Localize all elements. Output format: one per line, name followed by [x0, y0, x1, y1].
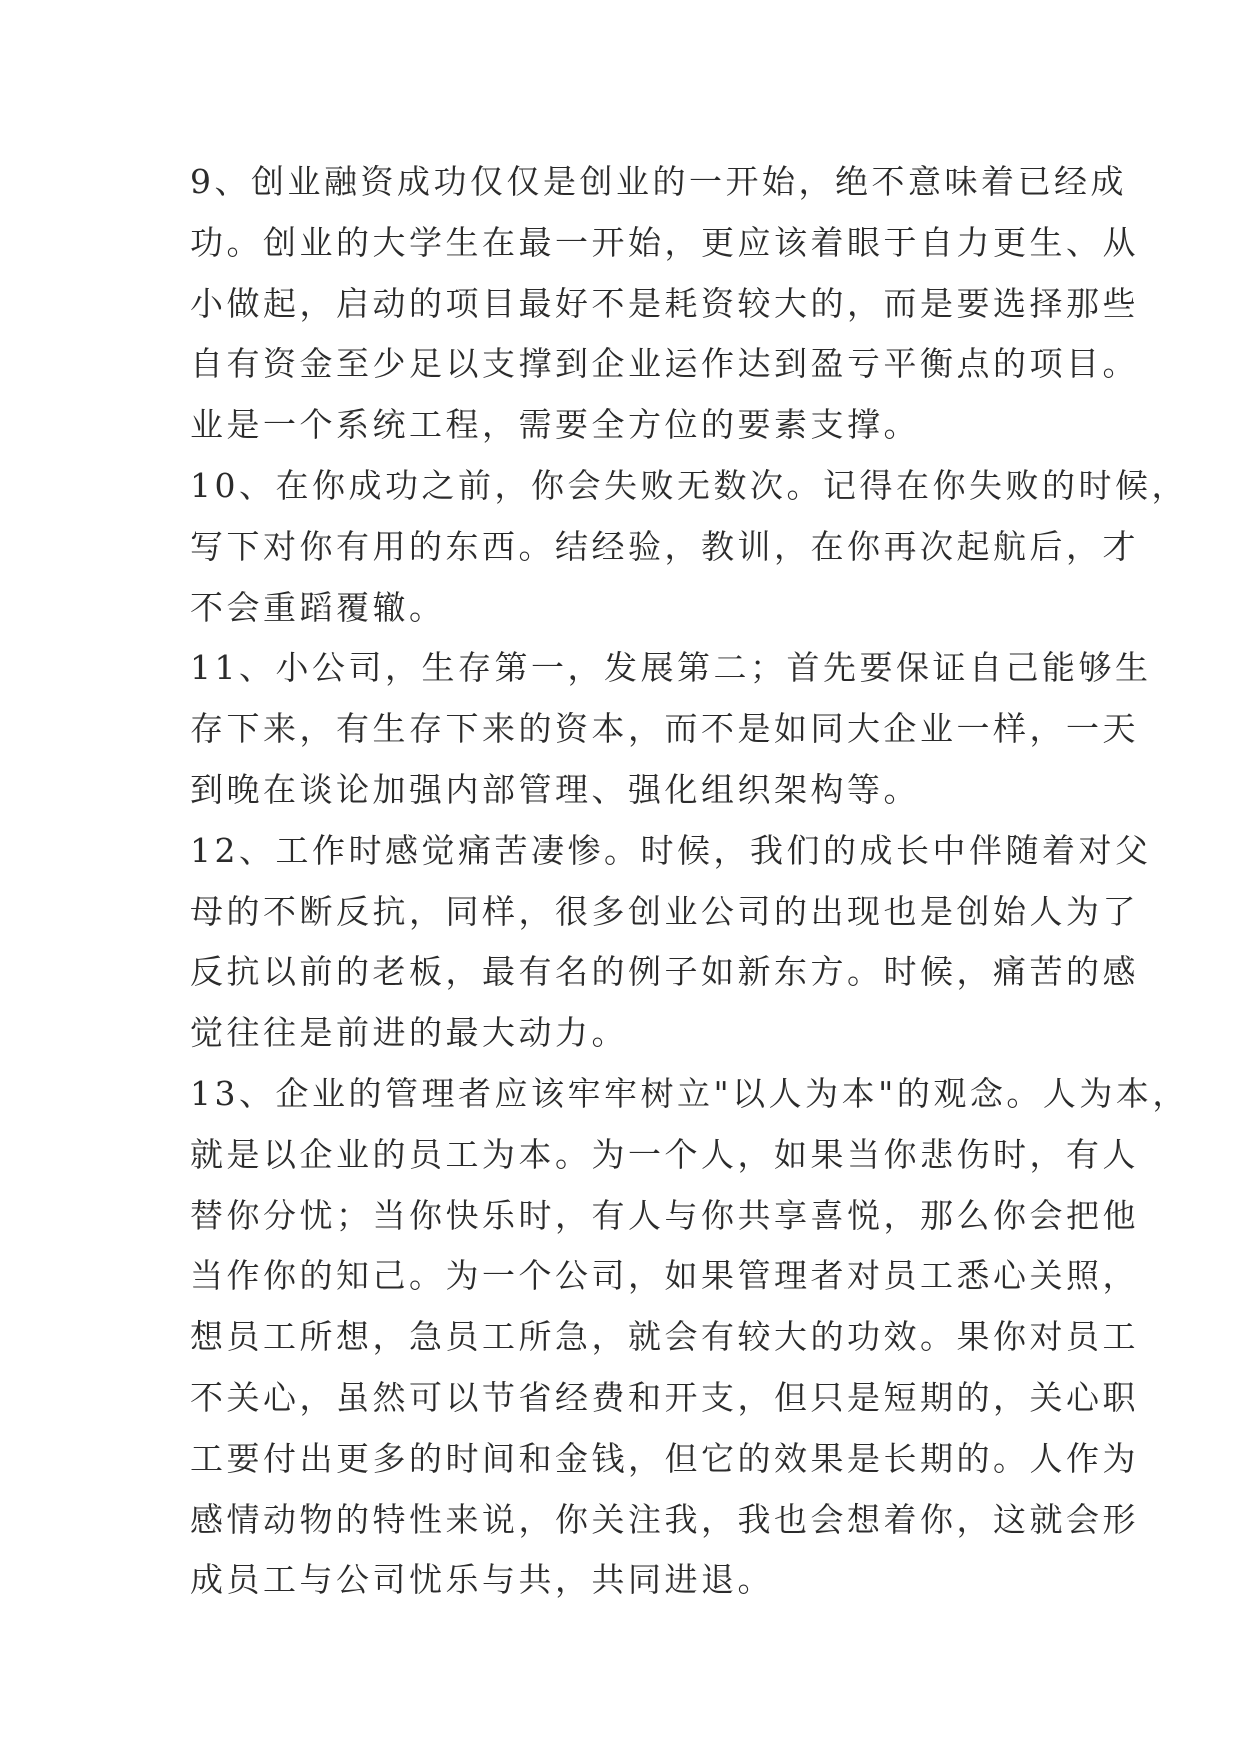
- text-line: 不会重蹈覆辙。: [190, 587, 446, 627]
- text-line: 成员工与公司忧乐与共，共同进退。: [190, 1560, 774, 1600]
- text-line: 就是以企业的员工为本。为一个人，如果当你悲伤时，有人: [190, 1134, 1139, 1174]
- text-line: 当作你的知己。为一个公司，如果管理者对员工悉心关照，: [190, 1256, 1139, 1296]
- text-line: 觉往往是前进的最大动力。: [190, 1013, 628, 1053]
- text-line: 母的不断反抗，同样，很多创业公司的出现也是创始人为了: [190, 891, 1139, 931]
- text-line: 感情动物的特性来说，你关注我，我也会想着你，这就会形: [190, 1499, 1139, 1539]
- text-line: 业是一个系统工程，需要全方位的要素支撑。: [190, 405, 920, 445]
- text-line: 想员工所想，急员工所急，就会有较大的功效。果你对员工: [190, 1317, 1139, 1357]
- text-line: 11、小公司，生存第一，发展第二；首先要保证自己能够生: [190, 648, 1152, 688]
- text-line: 存下来，有生存下来的资本，而不是如同大企业一样，一天: [190, 709, 1139, 749]
- text-line: 10、在你成功之前，你会失败无数次。记得在你失败的时候，: [190, 465, 1188, 505]
- text-line: 不关心，虽然可以节省经费和开支，但只是短期的，关心职: [190, 1377, 1139, 1417]
- document-body: [190, 152, 1189, 1611]
- text-line: 自有资金至少足以支撑到企业运作达到盈亏平衡点的项目。: [190, 344, 1139, 384]
- text-line: 13、企业的管理者应该牢牢树立"以人为本"的观念。人为本，: [190, 1073, 1189, 1113]
- text-line: 9、创业融资成功仅仅是创业的一开始，绝不意味着已经成: [190, 162, 1127, 201]
- text-line: 小做起，启动的项目最好不是耗资较大的，而是要选择那些: [190, 283, 1139, 323]
- text-line: 功。创业的大学生在最一开始，更应该着眼于自力更生、从: [190, 222, 1139, 262]
- text-line: 替你分忧；当你快乐时，有人与你共享喜悦，那么你会把他: [190, 1195, 1139, 1235]
- text-line: 写下对你有用的东西。结经验，教训，在你再次起航后，才: [190, 526, 1139, 566]
- text-line: 工要付出更多的时间和金钱，但它的效果是长期的。人作为: [190, 1438, 1139, 1478]
- text-line: 到晚在谈论加强内部管理、强化组织架构等。: [190, 769, 920, 809]
- text-line: 12、工作时感觉痛苦凄惨。时候，我们的成长中伴随着对父: [190, 830, 1152, 870]
- text-line: 反抗以前的老板，最有名的例子如新东方。时候，痛苦的感: [190, 952, 1139, 992]
